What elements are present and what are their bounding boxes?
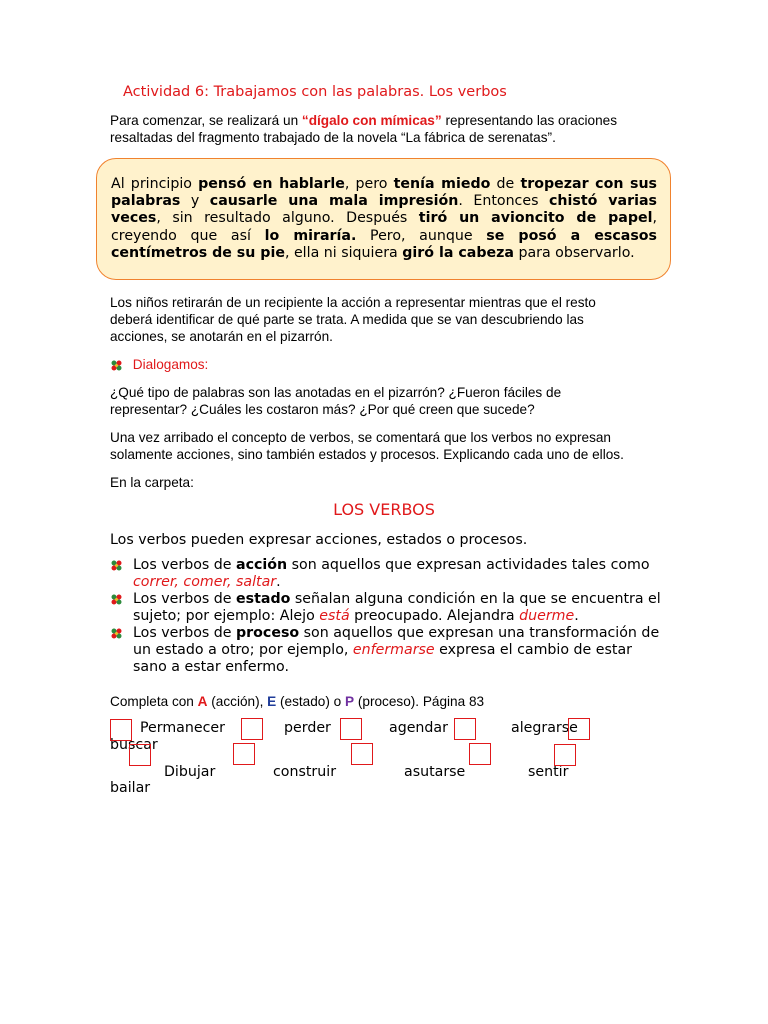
flower-bullet-icon [110, 359, 123, 371]
paragraph-verbos: Una vez arribado el concepto de verbos, se comentará que los verbos no expresan solamente acciones, sino también estados y procesos. Explicando cada uno de ellos. [110, 430, 624, 462]
excerpt-run: , creyendo que así [111, 210, 657, 244]
exercise-word: sentir [528, 764, 569, 780]
excerpt-run: Al principio [111, 176, 199, 192]
questions-paragraph: ¿Qué tipo de palabras son las anotadas en el pizarrón? ¿Fueron fáciles de representar? ¿Cuáles les costaron más? ¿Por qué creen que sucede? [110, 385, 562, 417]
excerpt-run: , ella ni siquiera [284, 244, 403, 261]
excerpt-highlight: tiró un avioncito de papel [418, 210, 653, 227]
proceso-pre: Los verbos de [133, 625, 237, 641]
excerpt-highlight: chistó varias veces [111, 193, 657, 227]
intro-pre: Para comenzar, se realizará un [110, 113, 302, 128]
list-item [110, 625, 670, 676]
exercise-word: agendar [389, 720, 448, 736]
accion-examples: correr, comer, saltar [133, 574, 277, 590]
verbs-heading: LOS VERBOS [333, 500, 435, 519]
flower-bullet-icon [110, 627, 123, 639]
accion-pre: Los verbos de [133, 557, 237, 573]
list-item [110, 557, 670, 591]
proceso-term: proceso [236, 625, 300, 641]
answer-box[interactable] [129, 744, 151, 766]
intro-post: representando las oraciones resaltadas del fragmento trabajado de la novela “La fábrica de serenatas”. [110, 113, 617, 145]
excerpt-highlight: giró la cabeza [402, 244, 514, 261]
list-item [110, 591, 670, 625]
answer-box[interactable] [454, 718, 476, 740]
verb-types-list [110, 557, 670, 676]
exercise-word: alegrarse [511, 720, 578, 736]
label-estado: (estado) o [276, 694, 346, 709]
flower-bullet-icon [110, 559, 123, 571]
exercise-pre: Completa con [110, 694, 198, 709]
estado-end: . [574, 608, 579, 624]
estado-term: estado [236, 591, 291, 607]
estado-example-2: duerme [519, 608, 575, 624]
excerpt-run: , pero [344, 176, 394, 192]
exercise-word: construir [273, 764, 337, 780]
paragraph-retiraran: Los niños retirarán de un recipiente la acción a representar mientras que el resto deberá identificar de qué parte se trata. A medida que se van descubriendo las acciones, se anotarán en el pizarrón. [110, 295, 596, 344]
flower-bullet-icon [110, 593, 123, 605]
excerpt-run: . Entonces [458, 193, 549, 210]
excerpt-run: Pero, aunque [356, 227, 487, 244]
proceso-end: expresa el cambio de estar sano a estar enfermo. [133, 642, 632, 675]
exercise-word: Permanecer [140, 720, 225, 736]
exercise-word: buscar [110, 737, 158, 753]
accion-mid: son aquellos que expresan actividades tales como [287, 557, 650, 573]
excerpt-text [111, 176, 657, 262]
verbs-intro: Los verbos pueden expresar acciones, estados o procesos. [110, 532, 528, 548]
carpeta-label: En la carpeta: [110, 475, 194, 490]
excerpt-highlight: se posó a escasos centímetros de su pie [111, 227, 657, 261]
answer-box[interactable] [568, 718, 590, 740]
exercise-word: Dibujar [164, 764, 216, 780]
excerpt-run: y [180, 193, 210, 210]
excerpt-run: para observarlo. [513, 244, 635, 261]
label-accion: (acción), [207, 694, 268, 709]
proceso-mid: son aquellos que expresan una transformación de un estado a otro; por ejemplo, [133, 625, 660, 658]
estado-pre: Los verbos de [133, 591, 237, 607]
letter-p: P [345, 694, 355, 709]
letter-e: E [267, 694, 277, 709]
excerpt-highlight: pensó en hablarle [198, 176, 345, 192]
dialogamos-label: Dialogamos: [132, 357, 209, 372]
dialogamos-line [110, 356, 208, 373]
proceso-example: enfermarse [352, 642, 435, 658]
estado-example-1: está [319, 608, 350, 624]
estado-mid: señalan alguna condición en la que se encuentra el sujeto; por ejemplo: Alejo [133, 591, 661, 624]
excerpt-run: de [490, 176, 521, 192]
activity-title: Actividad 6: Trabajamos con las palabras. Los verbos [123, 84, 507, 100]
exercise-instruction [110, 693, 484, 710]
excerpt-highlight: tropezar con sus palabras [111, 176, 658, 210]
answer-box[interactable] [233, 743, 255, 765]
answer-box[interactable] [340, 718, 362, 740]
excerpt-highlight: lo miraría. [264, 227, 357, 244]
answer-box[interactable] [469, 743, 491, 765]
letter-a: A [197, 694, 208, 709]
accion-end: . [276, 574, 281, 590]
answer-box[interactable] [241, 718, 263, 740]
answer-box[interactable] [110, 719, 132, 741]
accion-term: acción [236, 557, 288, 573]
exercise-word: bailar [110, 780, 151, 796]
estado-mid2: preocupado. Alejandra [349, 608, 520, 624]
excerpt-run: , sin resultado alguno. Después [156, 210, 419, 227]
answer-box[interactable] [351, 743, 373, 765]
label-proceso: (proceso). Página 83 [354, 694, 485, 709]
exercise-word: perder [284, 720, 331, 736]
intro-paragraph [110, 112, 650, 146]
excerpt-highlight: tenía miedo [393, 176, 491, 192]
intro-highlight: “dígalo con mímicas” [301, 113, 442, 128]
excerpt-highlight: causarle una mala impresión [209, 193, 459, 210]
answer-box[interactable] [554, 744, 576, 766]
exercise-word: asutarse [404, 764, 466, 780]
